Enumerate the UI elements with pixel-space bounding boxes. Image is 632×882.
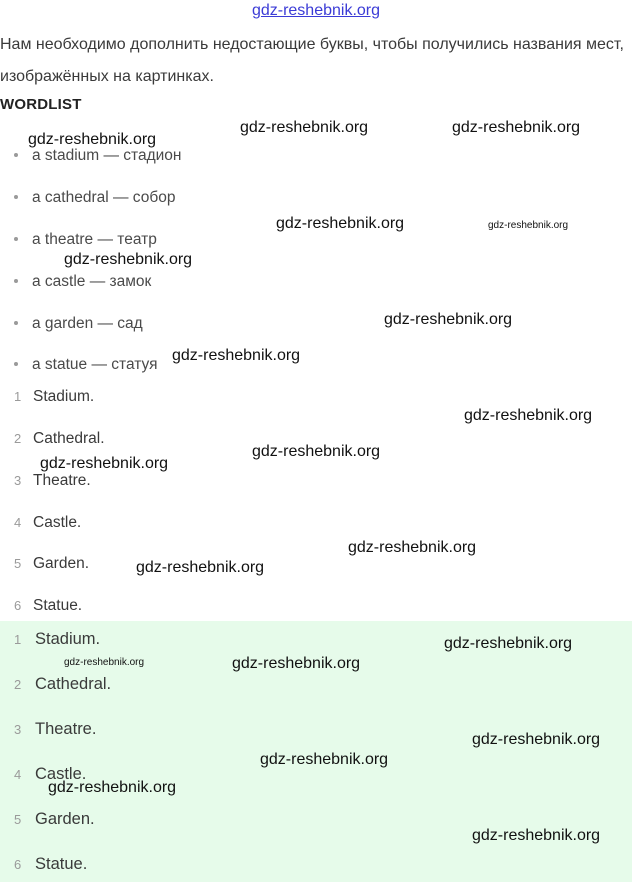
answer-text: Statue. [35,855,88,873]
item-number: 5 [14,556,22,571]
item-text: Statue. [33,597,83,614]
watermark-text: gdz-reshebnik.org [464,407,593,424]
answer-text: Stadium. [35,630,101,648]
watermark-text: gdz-reshebnik.org [472,731,601,748]
wordlist-item [14,273,151,291]
wordlist-title: WORDLIST [0,96,82,113]
item-number: 6 [14,598,22,613]
answer-number: 2 [14,677,22,692]
list-item [0,514,81,532]
watermark-text: gdz-reshebnik.org [48,779,177,796]
bullet-icon [14,362,18,366]
list-item [0,388,94,406]
list-item [0,430,105,448]
bullet-icon [14,321,18,325]
bullet-icon [14,279,18,283]
answer-item [0,855,87,874]
answer-item [0,675,111,694]
watermark-text: gdz-reshebnik.org [232,655,361,672]
wordlist-item [14,315,143,333]
answer-text: Garden. [35,810,95,828]
answer-item [0,630,100,649]
answer-text: Castle. [35,765,87,783]
list-item [0,597,82,615]
wordlist-item [14,189,175,207]
watermark-text: gdz-reshebnik.org [172,347,301,364]
watermark-text: gdz-reshebnik.org [444,635,573,652]
item-number: 2 [14,431,22,446]
watermark-text: gdz-reshebnik.org [348,539,477,556]
bullet-icon [14,195,18,199]
answer-number: 3 [14,722,22,737]
watermark-text: gdz-reshebnik.org [28,131,157,148]
wordlist-item-text: a cathedral — собор [32,189,176,206]
answer-text: Theatre. [35,720,97,738]
answer-number: 1 [14,632,22,647]
item-text: Garden. [33,555,90,572]
wordlist-item-text: a statue — статуя [32,356,158,373]
answer-number: 4 [14,767,22,782]
answer-number: 5 [14,812,22,827]
item-text: Cathedral. [33,430,105,447]
item-number: 3 [14,473,22,488]
watermark-text: gdz-reshebnik.org [64,251,193,268]
item-number: 1 [14,389,22,404]
item-number: 4 [14,515,22,530]
watermark-text: gdz-reshebnik.org [384,311,513,328]
site-header-link[interactable]: gdz-reshebnik.org [251,2,381,19]
answer-text: Cathedral. [35,675,112,693]
watermark-text: gdz-reshebnik.org [40,455,169,472]
item-text: Castle. [33,514,82,531]
watermark-text: gdz-reshebnik.org [260,751,389,768]
answer-item [0,720,96,739]
list-item [0,472,91,490]
wordlist-item [14,356,157,374]
watermark-text: gdz-reshebnik.org [240,119,369,136]
wordlist-item [14,147,182,165]
watermark-text: gdz-reshebnik.org [276,215,405,232]
wordlist-item [14,231,157,249]
bullet-icon [14,237,18,241]
watermark-text: gdz-reshebnik.org [252,443,381,460]
bullet-icon [14,153,18,157]
wordlist-item-text: a garden — сад [32,315,143,332]
intro-text: Нам необходимо дополнить недостающие буквы, чтобы получились названия мест, изображённых на картинках. [0,36,624,85]
answer-number: 6 [14,857,22,872]
item-text: Theatre. [33,472,91,489]
wordlist-item-text: a castle — замок [32,273,152,290]
wordlist-item-text: a stadium — стадион [32,147,182,164]
watermark-text: gdz-reshebnik.org [136,559,265,576]
list-item [0,555,89,573]
watermark-text: gdz-reshebnik.org [452,119,581,136]
wordlist-item-text: a theatre — театр [32,231,157,248]
answer-item [0,810,95,829]
item-text: Stadium. [33,388,95,405]
watermark-text: gdz-reshebnik.org [488,220,569,231]
watermark-text: gdz-reshebnik.org [64,657,145,668]
watermark-text: gdz-reshebnik.org [472,827,601,844]
